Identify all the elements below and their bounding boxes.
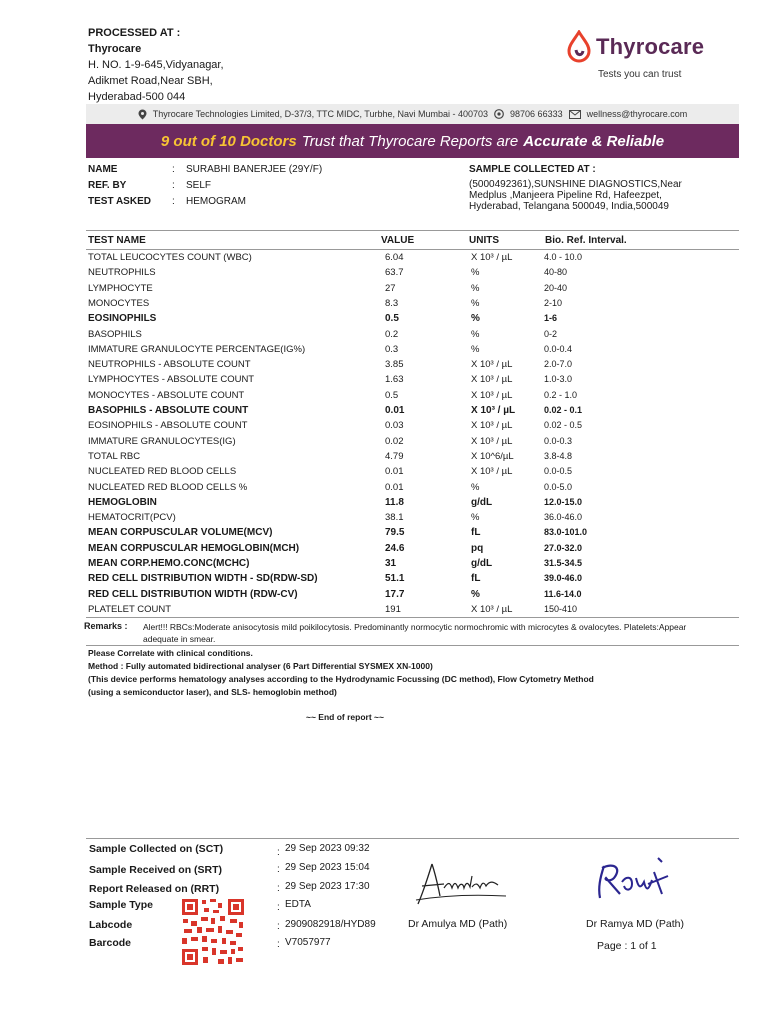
test-name-cell: NUCLEATED RED BLOOD CELLS % (88, 481, 248, 493)
unit-cell: % (471, 267, 480, 279)
ref-by-value: SELF (186, 180, 212, 191)
brand-name: Thyrocare (596, 34, 705, 59)
test-name-cell: PLATELET COUNT (88, 603, 172, 615)
unit-cell: % (471, 343, 480, 355)
value-cell: 0.01 (385, 405, 405, 416)
processed-at-label: PROCESSED AT : (88, 27, 181, 39)
table-row (88, 329, 738, 344)
ref-range-cell: 31.5-34.5 (544, 558, 583, 568)
unit-cell: X 10³ / µL (471, 603, 513, 615)
table-row (88, 436, 738, 451)
banner-highlight: 9 out of 10 Doctors (160, 132, 297, 150)
ref-range-cell: 83.0-101.0 (544, 527, 588, 538)
lab-name: Thyrocare (88, 43, 142, 55)
test-name-cell: BASOPHILS - ABSOLUTE COUNT (88, 405, 249, 416)
table-row (88, 420, 738, 435)
footer-rule (86, 838, 739, 839)
test-name-cell: IMMATURE GRANULOCYTE PERCENTAGE(IG%) (88, 343, 306, 355)
sct-label: Sample Collected on (SCT) (89, 843, 224, 855)
patient-name: SURABHI BANERJEE (29Y/F) (186, 164, 323, 175)
value-cell: 0.01 (385, 466, 404, 478)
sample-type-label: Sample Type (89, 899, 153, 911)
brand-tagline: Tests you can trust (598, 69, 682, 80)
srt-value: 29 Sep 2023 15:04 (285, 862, 370, 873)
value-cell: 27 (385, 282, 396, 294)
unit-cell: % (471, 512, 480, 524)
ref-range-cell: 3.8-4.8 (544, 450, 573, 461)
test-name-cell: NUCLEATED RED BLOOD CELLS (88, 466, 237, 478)
signature-dr-ramya (592, 850, 674, 910)
table-bottom-rule (86, 617, 739, 618)
contact-address: Thyrocare Technologies Limited, D-37/3, TTC MIDC, Turbhe, Navi Mumbai - 400703 (152, 109, 489, 119)
location-pin-icon (138, 109, 147, 120)
value-cell: 51.1 (385, 573, 405, 585)
lab-address-line: H. NO. 1-9-645,Vidyanagar, (88, 59, 224, 71)
value-cell: 63.7 (385, 267, 404, 279)
sample-collected-at-label: SAMPLE COLLECTED AT : (469, 164, 596, 175)
unit-cell: % (471, 313, 480, 325)
test-name-cell: MONOCYTES - ABSOLUTE COUNT (88, 389, 245, 401)
unit-cell: % (471, 297, 480, 309)
separator: : (277, 864, 280, 875)
unit-cell: pq (471, 542, 484, 554)
value-cell: 1.63 (385, 374, 404, 386)
test-name-cell: LYMPHOCYTES - ABSOLUTE COUNT (88, 374, 255, 386)
table-row (88, 558, 738, 573)
table-row (88, 543, 738, 558)
unit-cell: g/dL (471, 558, 493, 569)
value-cell: 0.2 (385, 328, 399, 340)
value-cell: 31 (385, 558, 397, 569)
value-cell: 0.01 (385, 481, 404, 493)
ref-range-cell: 1-6 (544, 313, 558, 324)
table-row (88, 313, 738, 328)
unit-cell: % (471, 588, 480, 600)
contact-phone: 98706 66333 (510, 109, 563, 119)
test-name-cell: NEUTROPHILS (88, 267, 156, 279)
value-cell: 4.79 (385, 450, 404, 462)
separator: : (172, 180, 175, 191)
labcode-value: 2909082918/HYD89 (285, 919, 376, 930)
rrt-label: Report Released on (RRT) (89, 883, 220, 895)
test-name-cell: MONOCYTES (88, 297, 150, 309)
separator: : (277, 921, 280, 932)
test-name-cell: HEMATOCRIT(PCV) (88, 512, 176, 524)
ref-range-cell: 2-10 (544, 297, 563, 308)
test-name-cell: BASOPHILS (88, 328, 142, 340)
processing-lab (88, 25, 224, 105)
doctor-1-name: Dr Amulya MD (Path) (408, 918, 508, 930)
contact-email[interactable]: wellness@thyrocare.com (586, 109, 688, 119)
ref-range-cell: 0.0-5.0 (544, 481, 573, 492)
ref-range-cell: 0.0-0.3 (544, 435, 573, 446)
value-cell: 0.3 (385, 343, 399, 355)
ref-range-cell: 0.0-0.4 (544, 343, 573, 354)
table-row (88, 359, 738, 374)
value-cell: 0.5 (385, 313, 399, 325)
test-name-cell: HEMOGLOBIN (88, 496, 157, 508)
value-cell: 17.7 (385, 588, 405, 600)
table-row (88, 589, 738, 604)
value-cell: 191 (385, 603, 401, 615)
table-row (88, 252, 738, 267)
ref-range-cell: 1.0-3.0 (544, 374, 573, 385)
col-value: VALUE (381, 235, 415, 246)
table-row (88, 573, 738, 588)
lab-address-line: Adikmet Road,Near SBH, (88, 75, 213, 87)
name-label: NAME (88, 164, 118, 175)
ref-range-cell: 0.2 - 1.0 (544, 389, 578, 400)
ref-range-cell: 0-2 (544, 328, 558, 339)
value-cell: 0.5 (385, 389, 399, 401)
table-row (88, 298, 738, 313)
value-cell: 24.6 (385, 542, 405, 554)
table-top-rule (86, 230, 739, 231)
separator: : (277, 902, 280, 913)
test-name-cell: TOTAL LEUCOCYTES COUNT (WBC) (88, 252, 252, 263)
unit-cell: % (471, 282, 480, 294)
table-row (88, 344, 738, 359)
refby-label: REF. BY (88, 180, 127, 191)
doctor-2-name: Dr Ramya MD (Path) (586, 918, 685, 930)
remarks-label: Remarks : (84, 621, 128, 631)
value-cell: 8.3 (385, 297, 399, 309)
ref-range-cell: 39.0-46.0 (544, 573, 583, 584)
sample-type-value: EDTA (285, 899, 311, 910)
ref-range-cell: 0.0-0.5 (544, 466, 573, 477)
signature-dr-amulya (410, 852, 510, 912)
value-cell: 11.8 (385, 496, 404, 508)
table-row (88, 466, 738, 481)
ref-range-cell: 150-410 (544, 603, 578, 614)
unit-cell: X 10³ / µL (471, 359, 513, 371)
table-row (88, 390, 738, 405)
table-row (88, 283, 738, 298)
ref-range-cell: 0.02 - 0.5 (544, 420, 583, 431)
unit-cell: % (471, 328, 480, 340)
lab-address-line: Hyderabad-500 044 (88, 91, 186, 103)
test-name-cell: NEUTROPHILS - ABSOLUTE COUNT (88, 359, 251, 371)
separator: : (172, 196, 175, 207)
ref-range-cell: 11.6-14.0 (544, 588, 582, 599)
ref-range-cell: 2.0-7.0 (544, 359, 573, 370)
unit-cell: fL (471, 527, 481, 539)
col-test-name: TEST NAME (88, 235, 146, 246)
ref-range-cell: 4.0 - 10.0 (544, 252, 583, 262)
whatsapp-icon (494, 109, 504, 119)
test-name-cell: MEAN CORP.HEMO.CONC(MCHC) (88, 558, 250, 569)
value-cell: 38.1 (385, 512, 404, 524)
value-cell: 0.03 (385, 420, 404, 432)
ref-range-cell: 40-80 (544, 267, 568, 278)
unit-cell: X 10³ / µL (471, 405, 516, 416)
table-row (88, 482, 738, 497)
unit-cell: g/dL (471, 496, 493, 508)
method-detail-line: (This device performs hematology analyses according to the Hydrodynamic Focussing (DC method), Flow Cytometry Method (88, 674, 594, 684)
end-of-report: ~~ End of report ~~ (306, 712, 384, 722)
table-header-rule (86, 249, 739, 250)
unit-cell: X 10³ / µL (471, 435, 513, 447)
ref-range-cell: 36.0-46.0 (544, 512, 583, 523)
address-line: Hyderabad, Telangana 500049, India,500049 (469, 201, 669, 212)
col-ref-interval: Bio. Ref. Interval. (545, 235, 627, 246)
remarks-rule (86, 645, 739, 646)
unit-cell: X 10³ / µL (471, 466, 513, 478)
labcode-label: Labcode (89, 919, 133, 931)
test-name-cell: EOSINOPHILS - ABSOLUTE COUNT (88, 420, 248, 432)
separator: : (277, 939, 280, 950)
unit-cell: X 10³ / µL (471, 420, 513, 432)
test-name-cell: RED CELL DISTRIBUTION WIDTH (RDW-CV) (88, 588, 298, 600)
separator: : (277, 883, 280, 894)
address-line: (5000492361),SUNSHINE DIAGNOSTICS,Near (469, 179, 682, 190)
unit-cell: fL (471, 573, 481, 585)
sample-collected-at-address (469, 179, 729, 212)
remarks-text: Alert!!! RBCs:Moderate anisocytosis mild poikilocytosis. Predominantly normocytic normochromic with microcytes & ovalocytes. Platelets:Appear (143, 622, 687, 632)
value-cell: 3.85 (385, 359, 404, 371)
test-asked-value: HEMOGRAM (186, 196, 246, 207)
page-number: Page : 1 of 1 (597, 940, 657, 952)
value-cell: 0.02 (385, 435, 404, 447)
srt-label: Sample Received on (SRT) (89, 864, 223, 876)
ref-range-cell: 12.0-15.0 (544, 496, 583, 507)
barcode-label: Barcode (89, 937, 132, 949)
test-name-cell: IMMATURE GRANULOCYTES(IG) (88, 435, 236, 447)
method-detail-line: (using a semiconductor laser), and SLS- hemoglobin method) (88, 687, 337, 697)
test-name-cell: RED CELL DISTRIBUTION WIDTH - SD(RDW-SD) (88, 573, 318, 585)
unit-cell: X 10³ / µL (471, 252, 513, 263)
email-icon (569, 110, 581, 119)
banner-emphasis: Accurate & Reliable (523, 132, 665, 150)
test-name-cell: EOSINOPHILS (88, 313, 157, 325)
table-row (88, 512, 738, 527)
table-row (88, 451, 738, 466)
barcode-value: V7057977 (285, 937, 331, 948)
table-row (88, 405, 738, 420)
ref-range-cell: 20-40 (544, 282, 568, 293)
test-asked-label: TEST ASKED (88, 196, 151, 207)
table-row (88, 374, 738, 389)
contact-bar (86, 104, 739, 124)
test-name-cell: TOTAL RBC (88, 450, 141, 462)
col-units: UNITS (469, 235, 499, 246)
table-row (88, 497, 738, 512)
remarks-text-cont: adequate in smear. (143, 634, 216, 644)
ref-range-cell: 27.0-32.0 (544, 542, 583, 553)
ref-range-cell: 0.02 - 0.1 (544, 405, 583, 415)
table-row (88, 527, 738, 542)
note-line: Please Correlate with clinical conditions. (88, 648, 253, 658)
banner-text: Trust that Thyrocare Reports are (301, 132, 519, 150)
separator: : (172, 164, 175, 175)
unit-cell: X 10³ / µL (471, 389, 513, 401)
separator: : (277, 847, 280, 858)
qr-code-icon[interactable] (180, 897, 246, 967)
unit-cell: % (471, 481, 480, 493)
value-cell: 6.04 (385, 252, 404, 263)
rrt-value: 29 Sep 2023 17:30 (285, 881, 370, 892)
value-cell: 79.5 (385, 527, 405, 539)
trust-banner (86, 124, 739, 158)
table-row (88, 267, 738, 282)
test-name-cell: MEAN CORPUSCULAR VOLUME(MCV) (88, 527, 273, 539)
unit-cell: X 10³ / µL (471, 374, 513, 386)
sct-value: 29 Sep 2023 09:32 (285, 843, 370, 854)
unit-cell: X 10^6/µL (471, 450, 514, 462)
test-name-cell: LYMPHOCYTE (88, 282, 153, 294)
address-line: Medplus ,Manjeera Pipeline Rd, Hafeezpet, (469, 190, 662, 201)
method-line: Method : Fully automated bidirectional analyser (6 Part Differential SYSMEX XN-1000) (88, 661, 433, 671)
thyrocare-logo-icon (566, 30, 592, 64)
test-name-cell: MEAN CORPUSCULAR HEMOGLOBIN(MCH) (88, 542, 300, 554)
